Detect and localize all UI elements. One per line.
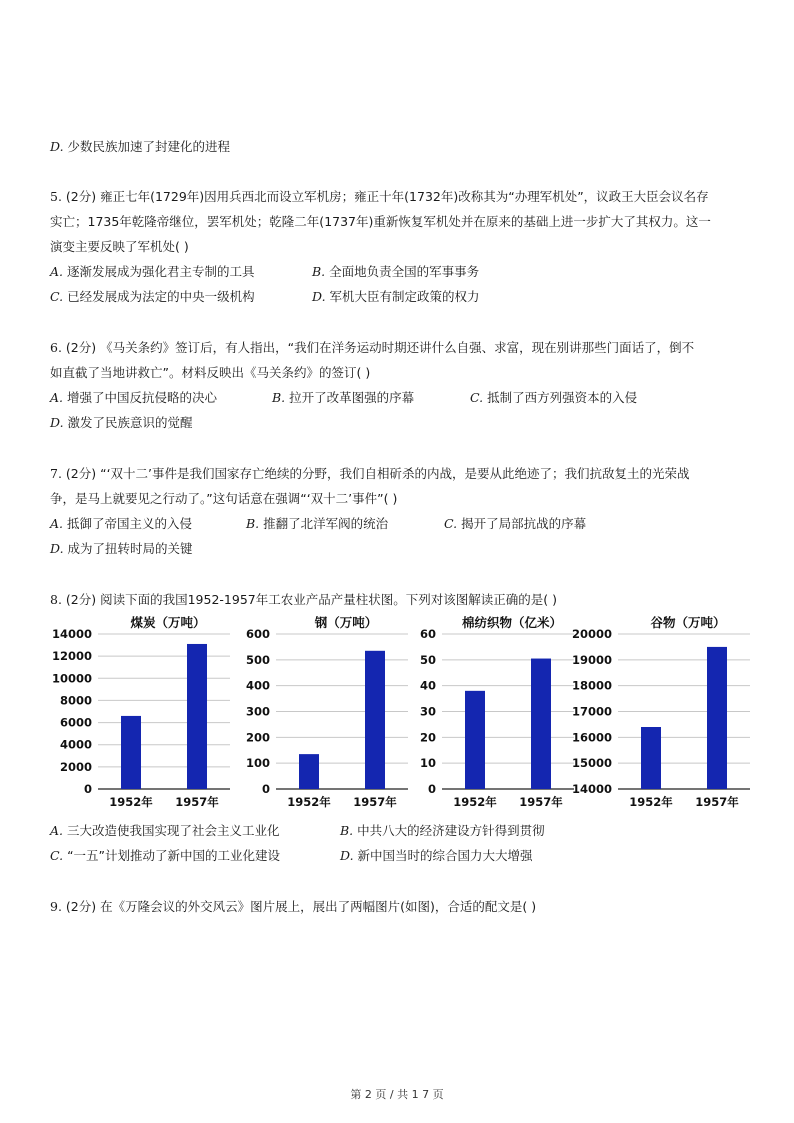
option-letter: D. xyxy=(50,415,64,430)
y-tick-label: 600 xyxy=(245,627,270,641)
chart-title: 钢（万吨） xyxy=(314,615,378,630)
q8-option-b xyxy=(340,822,545,840)
option-letter: D. xyxy=(50,541,64,556)
option-letter: B. xyxy=(340,823,354,838)
x-tick-label: 1957年 xyxy=(353,795,397,809)
bar-1957年 xyxy=(187,644,207,789)
y-tick-label: 16000 xyxy=(571,730,612,745)
y-tick-label: 10000 xyxy=(51,671,92,686)
y-tick-label: 30 xyxy=(419,704,436,719)
q5-stem-line-3: 演变主要反映了军机处( ) xyxy=(50,239,189,254)
option-text: 逐渐发展成为强化君主专制的工具 xyxy=(67,264,255,279)
question-number: 6. xyxy=(50,340,62,355)
y-tick-label: 14000 xyxy=(51,627,92,641)
q6-option-a xyxy=(50,389,217,407)
option-text: “一五”计划推动了新中国的工业化建设 xyxy=(67,848,281,863)
question-text: (2分) 《马关条约》签订后，有人指出，“我们在洋务运动时期还讲什么自强、求富，现在别讲那些门面话了，倒不 xyxy=(65,340,695,355)
option-letter: D. xyxy=(50,139,64,154)
option-letter: B. xyxy=(312,264,326,279)
q7-option-b xyxy=(246,515,388,533)
q8-option-c xyxy=(50,847,280,865)
y-tick-label: 300 xyxy=(245,704,270,719)
q5-stem-line-2: 实亡；1735年乾隆帝继位，罢军机处；乾隆二年(1737年)重新恢复军机处并在原来的基础上进一步扩大了其权力。这一 xyxy=(50,214,711,229)
option-text: 激发了民族意识的觉醒 xyxy=(67,415,193,430)
option-text: 军机大臣有制定政策的权力 xyxy=(329,289,480,304)
bar-1952年 xyxy=(299,754,319,789)
x-tick-label: 1952年 xyxy=(287,795,331,809)
q9-stem-line-1 xyxy=(50,898,536,916)
q6-option-d xyxy=(50,414,193,432)
q5-option-b xyxy=(312,263,479,281)
y-tick-label: 12000 xyxy=(51,649,92,664)
question-text: (2分) 雍正七年(1729年)因用兵西北而设立军机房；雍正十年(1732年)改称其为“办理军机处”，议政王大臣会议名存 xyxy=(65,189,709,204)
coal-bar-chart xyxy=(48,612,238,817)
page-footer: 第 2 页 / 共 1 7 页 xyxy=(350,1088,444,1101)
chart-title: 谷物（万吨） xyxy=(650,615,726,630)
option-letter: A. xyxy=(50,390,64,405)
option-text: 新中国当时的综合国力大大增强 xyxy=(357,848,533,863)
option-text: 增强了中国反抗侵略的决心 xyxy=(67,390,218,405)
question-text: (2分) “‘双十二’事件是我们国家存亡绝续的分野，我们自相斫杀的内战，是要从此绝迹了；我们抗敌复土的光荣战 xyxy=(65,466,690,481)
option-letter: C. xyxy=(444,516,458,531)
y-tick-label: 400 xyxy=(245,678,270,693)
y-tick-label: 0 xyxy=(427,782,436,796)
y-tick-label: 60 xyxy=(419,627,436,641)
y-tick-label: 20000 xyxy=(571,627,612,641)
q5-option-d xyxy=(312,288,480,306)
q8-stem-line-1 xyxy=(50,591,557,609)
question-number: 7. xyxy=(50,466,62,481)
q8-option-d xyxy=(340,847,533,865)
option-text: 三大改造使我国实现了社会主义工业化 xyxy=(67,823,280,838)
y-tick-label: 40 xyxy=(419,678,436,693)
option-letter: C. xyxy=(50,289,64,304)
q7-stem-line-2: 争，是马上就要见之行动了。”这句话意在强调“‘双十二’事件”( ) xyxy=(50,491,398,506)
x-tick-label: 1952年 xyxy=(453,795,497,809)
option-letter: A. xyxy=(50,516,64,531)
y-tick-label: 15000 xyxy=(571,756,612,771)
option-letter: C. xyxy=(50,848,64,863)
option-letter: B. xyxy=(272,390,286,405)
option-text: 推翻了北洋军阀的统治 xyxy=(263,516,389,531)
question-number: 8. xyxy=(50,592,62,607)
option-text: 成为了扭转时局的关键 xyxy=(67,541,193,556)
bar-1957年 xyxy=(365,651,385,789)
option-text: 揭开了局部抗战的序幕 xyxy=(461,516,587,531)
y-tick-label: 6000 xyxy=(59,715,92,730)
bar-1957年 xyxy=(531,659,551,789)
q7-option-c xyxy=(444,515,586,533)
option-letter: A. xyxy=(50,264,64,279)
option-text: 少数民族加速了封建化的进程 xyxy=(67,139,231,154)
option-text: 全面地负责全国的军事事务 xyxy=(329,264,480,279)
y-tick-label: 17000 xyxy=(571,704,612,719)
y-tick-label: 8000 xyxy=(59,693,92,708)
y-tick-label: 10 xyxy=(419,756,436,771)
question-text: (2分) 在《万隆会议的外交风云》图片展上，展出了两幅图片(如图)，合适的配文是( ) xyxy=(65,899,537,914)
question-number: 5. xyxy=(50,189,62,204)
y-tick-label: 0 xyxy=(83,782,92,796)
question-text: (2分) 阅读下面的我国1952-1957年工农业产品产量柱状图。下列对该图解读正确的是( ) xyxy=(65,592,557,607)
option-text: 抵御了帝国主义的入侵 xyxy=(67,516,193,531)
q6-option-c xyxy=(470,389,637,407)
y-tick-label: 200 xyxy=(245,730,270,745)
bar-1952年 xyxy=(121,716,141,789)
chart-title: 棉纺织物（亿米） xyxy=(461,615,563,630)
q8-option-a xyxy=(50,822,280,840)
grain-chart-svg xyxy=(568,612,758,817)
q7-stem-line-1 xyxy=(50,465,690,483)
x-tick-label: 1957年 xyxy=(175,795,219,809)
q5-option-a xyxy=(50,263,255,281)
option-text: 已经发展成为法定的中央一级机构 xyxy=(67,289,255,304)
option-letter: B. xyxy=(246,516,260,531)
q6-stem-line-2: 如直截了当地讲救亡”。材料反映出《马关条约》的签订( ) xyxy=(50,365,371,380)
y-tick-label: 4000 xyxy=(59,737,92,752)
option-letter: A. xyxy=(50,823,64,838)
x-tick-label: 1957年 xyxy=(519,795,563,809)
option-letter: D. xyxy=(312,289,326,304)
cotton-chart-svg xyxy=(392,612,582,817)
cotton-cloth-bar-chart xyxy=(392,612,582,817)
x-tick-label: 1957年 xyxy=(695,795,739,809)
q7-option-d xyxy=(50,540,193,558)
steel-chart-svg xyxy=(226,612,416,817)
y-tick-label: 2000 xyxy=(59,759,92,774)
y-tick-label: 50 xyxy=(419,652,436,667)
q6-option-b xyxy=(272,389,414,407)
q5-stem-line-1 xyxy=(50,188,709,206)
x-tick-label: 1952年 xyxy=(109,795,153,809)
y-tick-label: 0 xyxy=(261,782,270,796)
option-text: 中共八大的经济建设方针得到贯彻 xyxy=(357,823,545,838)
bar-1952年 xyxy=(641,727,661,789)
y-tick-label: 18000 xyxy=(571,678,612,693)
y-tick-label: 14000 xyxy=(571,782,612,796)
q4-option-d xyxy=(50,138,230,156)
y-tick-label: 19000 xyxy=(571,652,612,667)
steel-bar-chart xyxy=(226,612,416,817)
q6-stem-line-1 xyxy=(50,339,694,357)
coal-chart-svg xyxy=(48,612,238,817)
q5-option-c xyxy=(50,288,255,306)
q7-option-a xyxy=(50,515,192,533)
y-tick-label: 500 xyxy=(245,652,270,667)
option-text: 抵制了西方列强资本的入侵 xyxy=(487,390,638,405)
y-tick-label: 20 xyxy=(419,730,436,745)
bar-1957年 xyxy=(707,647,727,789)
option-text: 拉开了改革图强的序幕 xyxy=(289,390,415,405)
bar-1952年 xyxy=(465,691,485,789)
x-tick-label: 1952年 xyxy=(629,795,673,809)
question-number: 9. xyxy=(50,899,62,914)
chart-title: 煤炭（万吨） xyxy=(130,615,206,630)
option-letter: C. xyxy=(470,390,484,405)
grain-bar-chart xyxy=(568,612,758,817)
y-tick-label: 100 xyxy=(245,756,270,771)
option-letter: D. xyxy=(340,848,354,863)
